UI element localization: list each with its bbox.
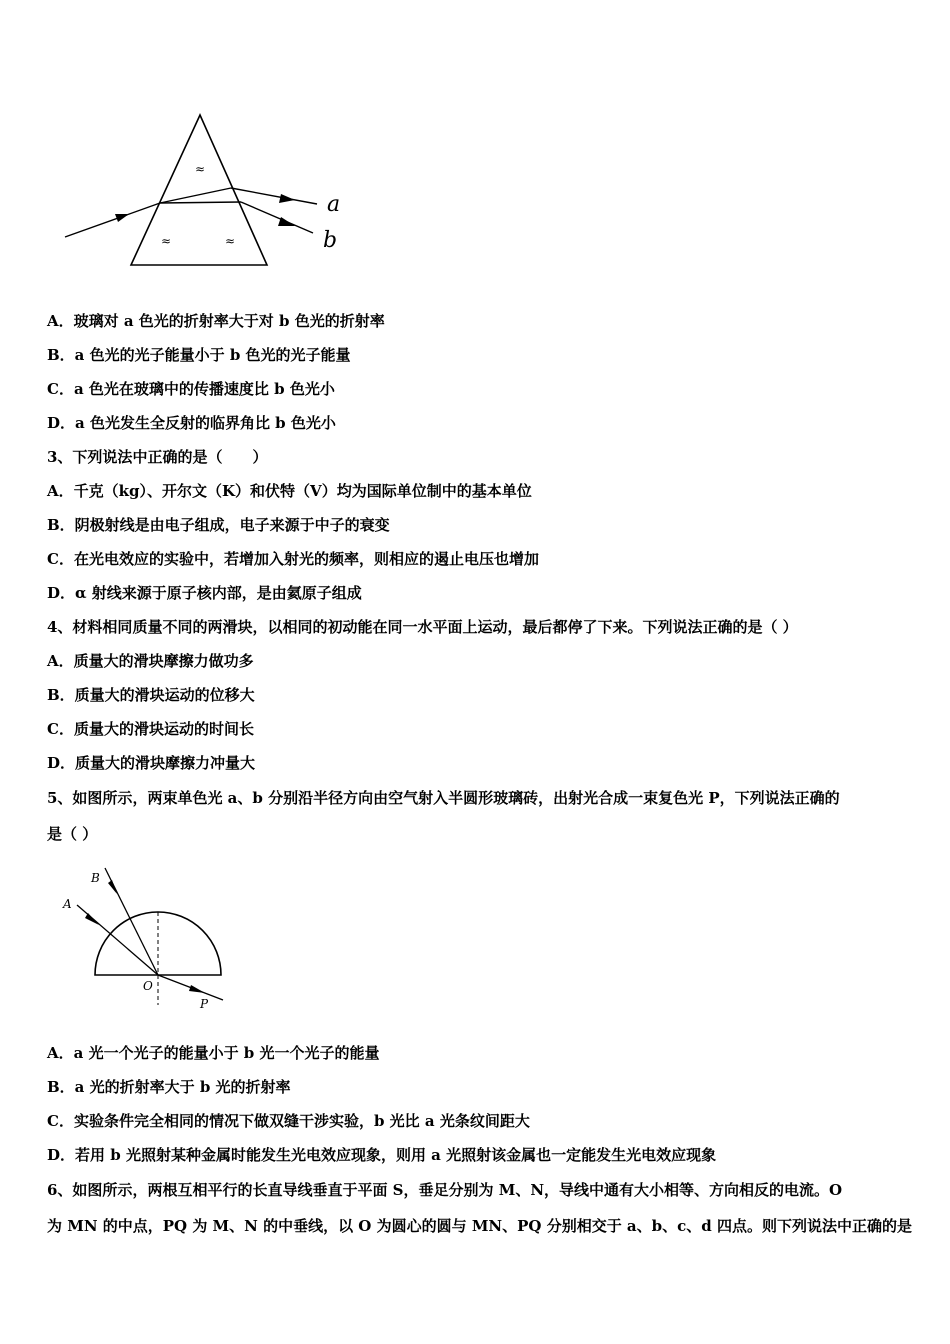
label-b: b (323, 228, 338, 253)
q4-option-a: A．质量大的滑块摩擦力做功多 (47, 652, 254, 670)
refracted-ray-b (160, 202, 241, 203)
q5-option-b: B．a 光的折射率大于 b 光的折射率 (47, 1078, 291, 1096)
q3-option-a: A．千克（kg）、开尔文（K）和伏特（V）均为国际单位制中的基本单位 (47, 482, 532, 500)
prism-figure (55, 105, 355, 275)
exit-ray-a (231, 188, 317, 204)
q6-stem-continued: 为 MN 的中点，PQ 为 M、N 的中垂线，以 O 为圆心的圆与 MN、PQ 分别相交于 a、b、c、d 四点。则下列说法中正确的是 (47, 1217, 912, 1235)
ray-a-arrow-icon (85, 913, 99, 925)
q6-stem: 6、如图所示，两根互相平行的长直导线垂直于平面 S，垂足分别为 M、N，导线中通有大小相等、方向相反的电流。O (47, 1181, 843, 1199)
q5-stem-continued: 是（ ） (47, 825, 98, 843)
label-a: a (327, 192, 341, 217)
q3-option-d: D．α 射线来源于原子核内部，是由氦原子组成 (47, 584, 362, 602)
q4-option-c: C．质量大的滑块运动的时间长 (47, 720, 254, 738)
q3-stem: 3、下列说法中正确的是（ ） (47, 448, 268, 466)
q2-option-b: B．a 色光的光子能量小于 b 色光的光子能量 (47, 346, 351, 364)
prism-triangle (131, 115, 267, 265)
q4-option-b: B．质量大的滑块运动的位移大 (47, 686, 255, 704)
q5-option-d: D．若用 b 光照射某种金属时能发生光电效应现象，则用 a 光照射该金属也一定能发生光电效应现象 (47, 1146, 717, 1164)
q3-option-b: B．阴极射线是由电子组成，电子来源于中子的衰变 (47, 516, 390, 534)
semicircle-figure (55, 860, 245, 1010)
q3-option-c: C．在光电效应的实验中，若增加入射光的频率，则相应的遏止电压也增加 (47, 550, 539, 568)
q4-option-d: D．质量大的滑块摩擦力冲量大 (47, 754, 256, 772)
exit-ray-b (241, 202, 313, 233)
q2-option-c: C．a 色光在玻璃中的传播速度比 b 色光小 (47, 380, 335, 398)
incident-arrow-icon (115, 214, 129, 222)
label-p: P (200, 997, 209, 1010)
q4-stem: 4、材料相同质量不同的两滑块，以相同的初动能在同一水平面上运动，最后都停了下来。下列说法正确的是（ ） (47, 618, 798, 636)
q2-option-a: A．玻璃对 a 色光的折射率大于对 b 色光的折射率 (47, 312, 385, 330)
q5-stem: 5、如图所示，两束单色光 a、b 分别沿半径方向由空气射入半圆形玻璃砖，出射光合成一束复色光 P，下列说法正确的 (47, 789, 840, 807)
ray-a-arrow-icon (279, 194, 295, 203)
glass-mark: ≈ (161, 234, 172, 248)
q2-option-d: D．a 色光发生全反射的临界角比 b 色光小 (47, 414, 336, 432)
ray-p-arrow-icon (189, 985, 205, 993)
glass-mark: ≈ (195, 162, 206, 176)
ray-b-arrow-icon (108, 880, 117, 894)
q5-option-a: A．a 光一个光子的能量小于 b 光一个光子的能量 (47, 1044, 380, 1062)
label-o: O (143, 979, 153, 993)
glass-mark: ≈ (225, 234, 236, 248)
q5-option-c: C．实验条件完全相同的情况下做双缝干涉实验，b 光比 a 光条纹间距大 (47, 1112, 530, 1130)
refracted-ray-a (160, 188, 231, 203)
label-b-ray: B (91, 871, 100, 885)
label-a-ray: A (63, 897, 72, 911)
